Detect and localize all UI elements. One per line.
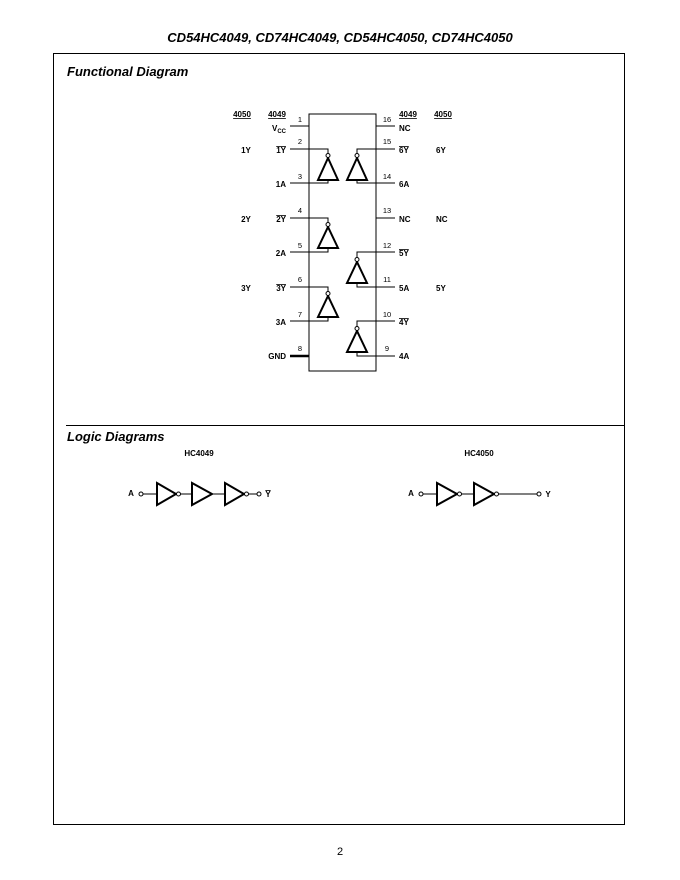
pin-label-4050: 6Y bbox=[436, 146, 446, 155]
pin-number: 13 bbox=[382, 206, 392, 215]
hc4050-inverter-2 bbox=[474, 483, 494, 505]
pin-number: 14 bbox=[382, 172, 392, 181]
hc4049-inverter-1 bbox=[157, 483, 176, 505]
pin-label: NC bbox=[399, 124, 411, 133]
pin-label: 2Y bbox=[276, 215, 286, 224]
pin-label: 3A bbox=[275, 318, 286, 327]
pin-number: 7 bbox=[297, 310, 303, 319]
hc4049-output-label: Y bbox=[265, 490, 271, 499]
hc4049-logic-diagram bbox=[128, 483, 271, 505]
pin-label: 4A bbox=[399, 352, 410, 361]
pin-number: 2 bbox=[297, 137, 303, 146]
pin-number: 11 bbox=[383, 275, 391, 284]
logic-diagrams-title: Logic Diagrams bbox=[67, 429, 165, 444]
ic-package-outline bbox=[309, 114, 376, 371]
pin-number: 10 bbox=[382, 310, 392, 319]
inverter-gate-4 bbox=[347, 331, 367, 352]
col-header-right-4050: 4050 bbox=[434, 110, 452, 119]
inverter-gate-2 bbox=[318, 227, 338, 248]
inverter-gate-6 bbox=[347, 158, 367, 180]
pin-number: 9 bbox=[384, 344, 390, 353]
pin-label: 1Y bbox=[276, 146, 286, 155]
hc4049-input-label: A bbox=[128, 489, 134, 498]
pin-number: 3 bbox=[297, 172, 303, 181]
hc4050-logic-diagram bbox=[408, 483, 551, 505]
pin-label-4050: NC bbox=[436, 215, 448, 224]
pin-number: 16 bbox=[382, 115, 392, 124]
pin-label: NC bbox=[399, 215, 411, 224]
pin-number: 8 bbox=[297, 344, 303, 353]
pin-label: 6Y bbox=[399, 146, 409, 155]
hc4050-output-label: Y bbox=[545, 490, 551, 499]
inverter-gate-5 bbox=[347, 262, 367, 283]
col-header-left-4049: 4049 bbox=[268, 110, 286, 119]
page-number: 2 bbox=[336, 846, 344, 858]
col-header-left-4050: 4050 bbox=[233, 110, 251, 119]
pin-label: 4Y bbox=[399, 318, 409, 327]
inverter-triangles bbox=[318, 158, 367, 352]
hc4050-inverter-1 bbox=[437, 483, 457, 505]
document-header: CD54HC4049, CD74HC4049, CD54HC4050, CD74HC4050 bbox=[167, 30, 513, 45]
hc4050-input-label: A bbox=[408, 489, 414, 498]
pin-number: 6 bbox=[297, 275, 303, 284]
pin-number: 15 bbox=[382, 137, 392, 146]
hc4049-inverter-2 bbox=[225, 483, 244, 505]
hc4049-title: HC4049 bbox=[184, 449, 214, 458]
inverter-gate-3 bbox=[318, 296, 338, 317]
functional-diagram-title: Functional Diagram bbox=[67, 64, 189, 79]
pin-number: 4 bbox=[297, 206, 303, 215]
pin-label-4050: 2Y bbox=[241, 215, 251, 224]
pin-number: 12 bbox=[382, 241, 392, 250]
pin-label: 5A bbox=[399, 284, 410, 293]
pin-label: 6A bbox=[399, 180, 410, 189]
pin-number: 1 bbox=[297, 115, 303, 124]
pin-label-4050: 1Y bbox=[241, 146, 251, 155]
pin-label: 3Y bbox=[276, 284, 286, 293]
hc4050-title: HC4050 bbox=[464, 449, 494, 458]
pin-label: 2A bbox=[275, 249, 286, 258]
pin-number: 5 bbox=[297, 241, 303, 250]
inverter-gate-1 bbox=[318, 158, 338, 180]
hc4049-buffer bbox=[192, 483, 212, 505]
col-header-right-4049: 4049 bbox=[399, 110, 417, 119]
pin-label: GND bbox=[268, 352, 286, 361]
pin-label: 5Y bbox=[399, 249, 409, 258]
pin-label-vcc: $V_{CC}$ bbox=[271, 124, 286, 135]
pin-label-4050: 5Y bbox=[436, 284, 446, 293]
pin-label-4050: 3Y bbox=[241, 284, 251, 293]
pin-label: 1A bbox=[275, 180, 286, 189]
